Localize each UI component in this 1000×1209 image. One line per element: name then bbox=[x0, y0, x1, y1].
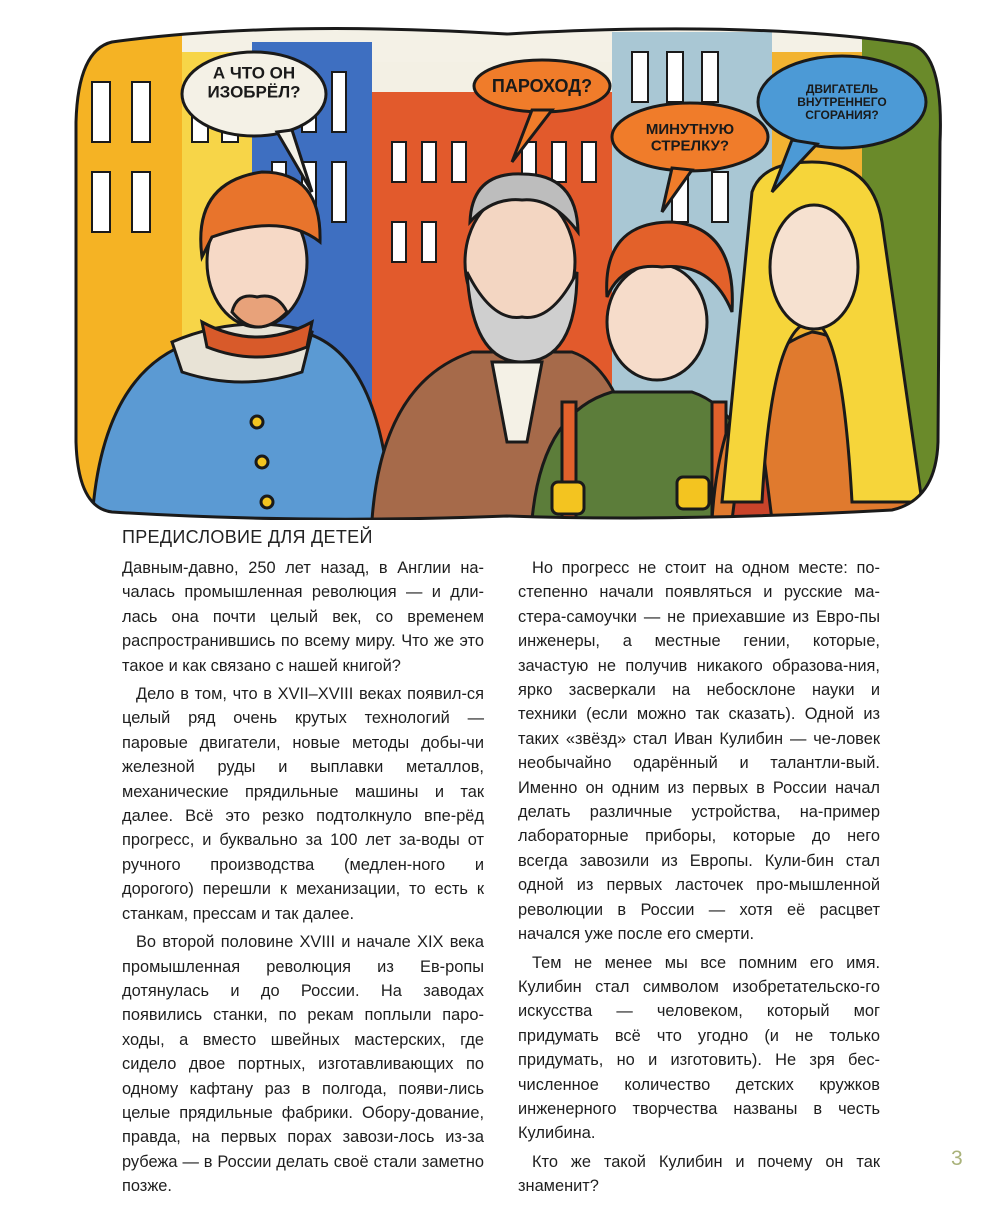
bubble-text-2: ПАРОХОД? bbox=[491, 76, 593, 96]
bubble-text-3: МИНУТНУЮ СТРЕЛКУ? bbox=[645, 120, 735, 155]
paragraph: Давным-давно, 250 лет назад, в Англии на-чалась промышленная революция — и дли-лась она почти целый век, со временем распространившись по всему миру. Что же это такое и как связано с нашей книгой? bbox=[122, 559, 484, 675]
paragraph: Но прогресс не стоит на одном месте: по-степенно начали появляться и русские ма-стера-самоучки — не приехавшие из Евро-пы инженеры, а местные гении, которые, зачастую не получив никакого образова-ния, ярко засверкали на небосклоне науки и техники (если можно так сказать). Одной из таких «звёзд» стал Иван Кулибин — че-ловек необычайно одарённый и талантли-вый. Именно он одним из первых в России начал делать различные устройства, на-пример лабораторные приборы, которые до него всегда завозили из Европы. Кули-бин стал одной из первых ласточек про-мышленной революции в России — хотя её расцвет начался уже после его смерти. bbox=[518, 559, 880, 944]
paragraph: Кто же такой Кулибин и почему он так знаменит? bbox=[518, 1152, 880, 1196]
text-column-left bbox=[122, 556, 484, 1203]
section-title: ПРЕДИСЛОВИЕ ДЛЯ ДЕТЕЙ bbox=[122, 527, 373, 547]
page-number: 3 bbox=[951, 1147, 963, 1170]
paragraph: Во второй половине XVIII и начале XIX века промышленная революция из Ев-ропы дотянулась и до России. На заводах появились станки, по рекам поплыли паро-ходы, а вместо швейных мастерских, где сидело двое портных, изготавливающих по одному кафтану раз в полгода, появи-лись целые прядильные фабрики. Обору-дование, правда, на первых порах завози-лось из-за рубежа — в России делать своё стали заметно позже. bbox=[122, 933, 484, 1196]
comic-illustration bbox=[72, 22, 942, 520]
paragraph: Дело в том, что в XVII–XVIII веках появил-ся целый ряд очень крутых технологий — паровые двигатели, новые методы добы-чи железной руды и выплавки металлов, механические прядильные машины и так далее. Всё это резко подтолкнуло впе-рёд прогресс, и буквально за 100 лет за-воды от ручного производства (медлен-ного и дорогого) перешли к механизации, то есть к станкам, прессам и так далее. bbox=[122, 685, 484, 923]
bubble-text-1: А ЧТО ОН ИЗОБРЁЛ? bbox=[207, 63, 301, 102]
bubble-text-4: ДВИГАТЕЛЬ ВНУТРЕННЕГО СГОРАНИЯ? bbox=[797, 81, 887, 123]
text-column-right bbox=[518, 556, 880, 1203]
paragraph: Тем не менее мы все помним его имя. Кулибин стал символом изобретательско-го искусства — человеком, который мог придумать всё что угодно (и не только придумать, но и изготовить). Не зря бес-численное количество детских кружков инженерного творчества названы в честь Кулибина. bbox=[518, 953, 880, 1143]
